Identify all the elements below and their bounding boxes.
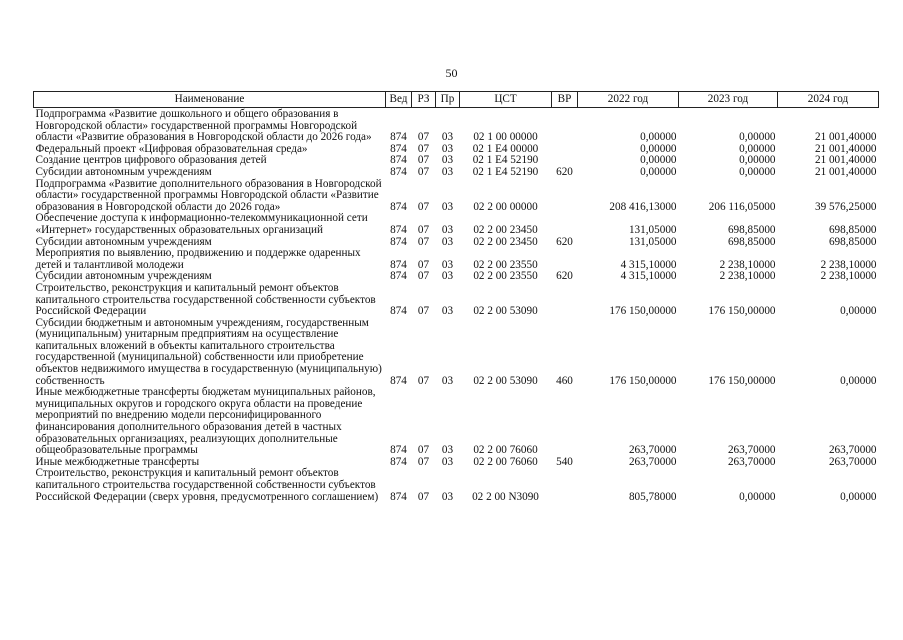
row-amount-2023: 2 238,10000 [719, 258, 776, 271]
row-amount-2023: 698,85000 [727, 235, 776, 248]
table-row [34, 283, 879, 318]
row-cst: 02 2 00 53090 [473, 305, 538, 318]
row-rz: 07 [417, 165, 430, 178]
row-cst: 02 2 00 N3090 [472, 490, 539, 503]
row-ved: 874 [390, 142, 407, 155]
row-amount-2023: 263,70000 [727, 444, 776, 457]
row-rz: 07 [417, 235, 430, 248]
row-cst: 02 1 E4 00000 [472, 142, 539, 155]
header-vr: ВР [552, 92, 578, 108]
row-amount-2024: 263,70000 [828, 455, 877, 468]
row-amount-2022: 208 416,13000 [609, 200, 677, 213]
row-rz: 07 [417, 154, 430, 167]
row-vr [552, 179, 578, 214]
table-row [34, 468, 879, 503]
row-pr: 03 [441, 444, 454, 457]
row-pr: 03 [441, 223, 454, 236]
row-vr: 460 [556, 374, 573, 387]
row-amount-2024: 21 001,40000 [814, 142, 877, 155]
row-name: Подпрограмма «Развитие дошкольного и общего образования в Новгородской области» государственной программы Новгородской области «Развитие образования в Новгородской области до 2026 года» [35, 108, 372, 144]
row-rz: 07 [417, 490, 430, 503]
row-amount-2022: 131,05000 [628, 235, 677, 248]
row-name: Обеспечение доступа к информационно-телекоммуникационной сети «Интернет» государственных образовательных организаций [35, 212, 368, 236]
row-cst: 02 2 00 23450 [473, 223, 538, 236]
table-row [34, 248, 879, 271]
header-2023: 2023 год [679, 92, 778, 108]
row-ved: 874 [390, 305, 407, 318]
row-rz: 07 [417, 142, 430, 155]
row-amount-2024: 263,70000 [828, 444, 877, 457]
row-amount-2022: 176 150,00000 [609, 305, 677, 318]
row-ved: 874 [390, 444, 407, 457]
table-body [34, 108, 879, 504]
row-ved: 874 [390, 154, 407, 167]
row-name: Субсидии автономным учреждениям [35, 165, 212, 178]
header-rz: РЗ [412, 92, 436, 108]
row-name: Субсидии бюджетным и автономным учреждениям, государственным (муниципальным) унитарным предприятиям на осуществление капитальных вложений в объекты капитального строительства государственной (муниципальной) собственности или приобретение объектов недвижимого имущества в государственную (муниципальную) собственность [35, 316, 382, 387]
row-amount-2024: 2 238,10000 [820, 270, 877, 283]
row-amount-2024: 21 001,40000 [814, 154, 877, 167]
header-2024: 2024 год [778, 92, 879, 108]
row-amount-2022: 263,70000 [628, 455, 677, 468]
row-ved: 874 [390, 455, 407, 468]
header-name: Наименование [34, 92, 386, 108]
row-amount-2023: 0,00000 [739, 154, 776, 167]
row-ved: 874 [390, 131, 407, 144]
row-amount-2023: 0,00000 [739, 131, 776, 144]
row-amount-2022: 4 315,10000 [620, 258, 677, 271]
row-pr: 03 [441, 200, 454, 213]
row-amount-2023: 698,85000 [727, 223, 776, 236]
row-amount-2024: 0,00000 [840, 374, 877, 387]
row-amount-2023: 0,00000 [739, 142, 776, 155]
row-vr: 540 [556, 455, 573, 468]
row-rz: 07 [417, 131, 430, 144]
row-ved: 874 [390, 200, 407, 213]
row-vr: 620 [556, 165, 573, 178]
row-amount-2024: 698,85000 [828, 223, 877, 236]
row-ved: 874 [390, 490, 407, 503]
row-name: Строительство, реконструкция и капитальный ремонт объектов капитального строительства государственной собственности субъектов Российской Федерации [35, 281, 376, 318]
row-pr: 03 [441, 235, 454, 248]
header-pr: Пр [436, 92, 460, 108]
row-pr: 03 [441, 455, 454, 468]
row-vr [552, 283, 578, 318]
row-ved: 874 [390, 165, 407, 178]
row-pr: 03 [441, 305, 454, 318]
row-rz: 07 [417, 200, 430, 213]
row-rz: 07 [417, 444, 430, 457]
table-header-row [34, 92, 879, 108]
table-row [34, 213, 879, 236]
row-amount-2022: 0,00000 [640, 131, 677, 144]
row-name: Федеральный проект «Цифровая образовательная среда» [35, 142, 308, 155]
row-amount-2024: 39 576,25000 [814, 200, 877, 213]
row-rz: 07 [417, 305, 430, 318]
row-ved: 874 [390, 270, 407, 283]
row-name: Иные межбюджетные трансферты бюджетам муниципальных районов, муниципальных округов и городского округа области на проведение мероприятий по внедрению модели персонифицированного финансирования дополнительного образования детей в частных образовательных организациях, реализующих дополнительные общеобразовательные программы [35, 386, 376, 457]
row-rz: 07 [417, 455, 430, 468]
header-cst: ЦСТ [460, 92, 552, 108]
row-cst: 02 2 00 76060 [473, 455, 538, 468]
row-name: Создание центров цифрового образования детей [35, 154, 267, 167]
row-amount-2024: 21 001,40000 [814, 131, 877, 144]
row-name: Строительство, реконструкция и капитальный ремонт объектов капитального строительства государственной собственности субъектов Российской Федерации (сверх уровня, предусмотренного соглашением) [35, 467, 379, 503]
row-vr: 620 [556, 270, 573, 283]
row-vr [552, 144, 578, 156]
row-amount-2022: 0,00000 [640, 154, 677, 167]
table-row [34, 387, 879, 457]
row-cst: 02 1 E4 52190 [472, 165, 539, 178]
table-row [34, 318, 879, 388]
row-amount-2022: 805,78000 [628, 490, 677, 503]
row-pr: 03 [441, 131, 454, 144]
row-amount-2022: 131,05000 [628, 223, 677, 236]
row-cst: 02 1 E4 52190 [472, 154, 539, 167]
row-name: Субсидии автономным учреждениям [35, 270, 212, 283]
row-amount-2022: 0,00000 [640, 142, 677, 155]
row-vr: 620 [556, 235, 573, 248]
row-vr [552, 108, 578, 144]
row-ved: 874 [390, 374, 407, 387]
row-name: Субсидии автономным учреждениям [35, 235, 212, 248]
row-pr: 03 [441, 154, 454, 167]
row-amount-2023: 0,00000 [739, 165, 776, 178]
row-amount-2022: 0,00000 [640, 165, 677, 178]
row-amount-2024: 21 001,40000 [814, 165, 877, 178]
row-amount-2023: 176 150,00000 [708, 305, 776, 318]
row-amount-2022: 176 150,00000 [609, 374, 677, 387]
row-amount-2024: 2 238,10000 [820, 258, 877, 271]
row-pr: 03 [441, 142, 454, 155]
row-rz: 07 [417, 223, 430, 236]
row-cst: 02 2 00 76060 [473, 444, 538, 457]
row-amount-2024: 0,00000 [840, 305, 877, 318]
row-pr: 03 [441, 374, 454, 387]
row-name: Подпрограмма «Развитие дополнительного образования в Новгородской области» государственной программы Новгородской области «Развитие образования в Новгородской области до 2026 года» [35, 177, 382, 213]
row-ved: 874 [390, 258, 407, 271]
row-name: Мероприятия по выявлению, продвижению и поддержке одаренных детей и талантливой молодежи [35, 247, 361, 271]
row-pr: 03 [441, 258, 454, 271]
row-amount-2024: 0,00000 [840, 490, 877, 503]
page-number: 50 [445, 66, 458, 80]
header-2022: 2022 год [578, 92, 679, 108]
row-pr: 03 [441, 270, 454, 283]
row-amount-2023: 176 150,00000 [708, 374, 776, 387]
row-vr [552, 248, 578, 271]
row-ved: 874 [390, 223, 407, 236]
table-row [34, 167, 879, 179]
row-amount-2023: 2 238,10000 [719, 270, 776, 283]
row-amount-2022: 263,70000 [628, 444, 677, 457]
row-cst: 02 2 00 23550 [473, 270, 538, 283]
row-ved: 874 [390, 235, 407, 248]
row-pr: 03 [441, 165, 454, 178]
row-amount-2023: 206 116,05000 [708, 200, 776, 213]
row-rz: 07 [417, 270, 430, 283]
row-amount-2024: 698,85000 [828, 235, 877, 248]
row-name: Иные межбюджетные трансферты [35, 455, 200, 468]
row-amount-2022: 4 315,10000 [620, 270, 677, 283]
row-cst: 02 2 00 53090 [473, 374, 538, 387]
header-ved: Вед [386, 92, 412, 108]
row-cst: 02 2 00 00000 [473, 200, 538, 213]
table-row [34, 108, 879, 144]
row-cst: 02 2 00 23550 [473, 258, 538, 271]
row-pr: 03 [441, 490, 454, 503]
row-rz: 07 [417, 374, 430, 387]
row-vr [552, 387, 578, 457]
row-amount-2023: 0,00000 [739, 490, 776, 503]
row-rz: 07 [417, 258, 430, 271]
row-vr [552, 213, 578, 236]
row-cst: 02 1 00 00000 [473, 131, 538, 144]
row-cst: 02 2 00 23450 [473, 235, 538, 248]
table-row [34, 179, 879, 214]
row-vr [552, 468, 578, 503]
row-amount-2023: 263,70000 [727, 455, 776, 468]
budget-table [33, 91, 879, 503]
